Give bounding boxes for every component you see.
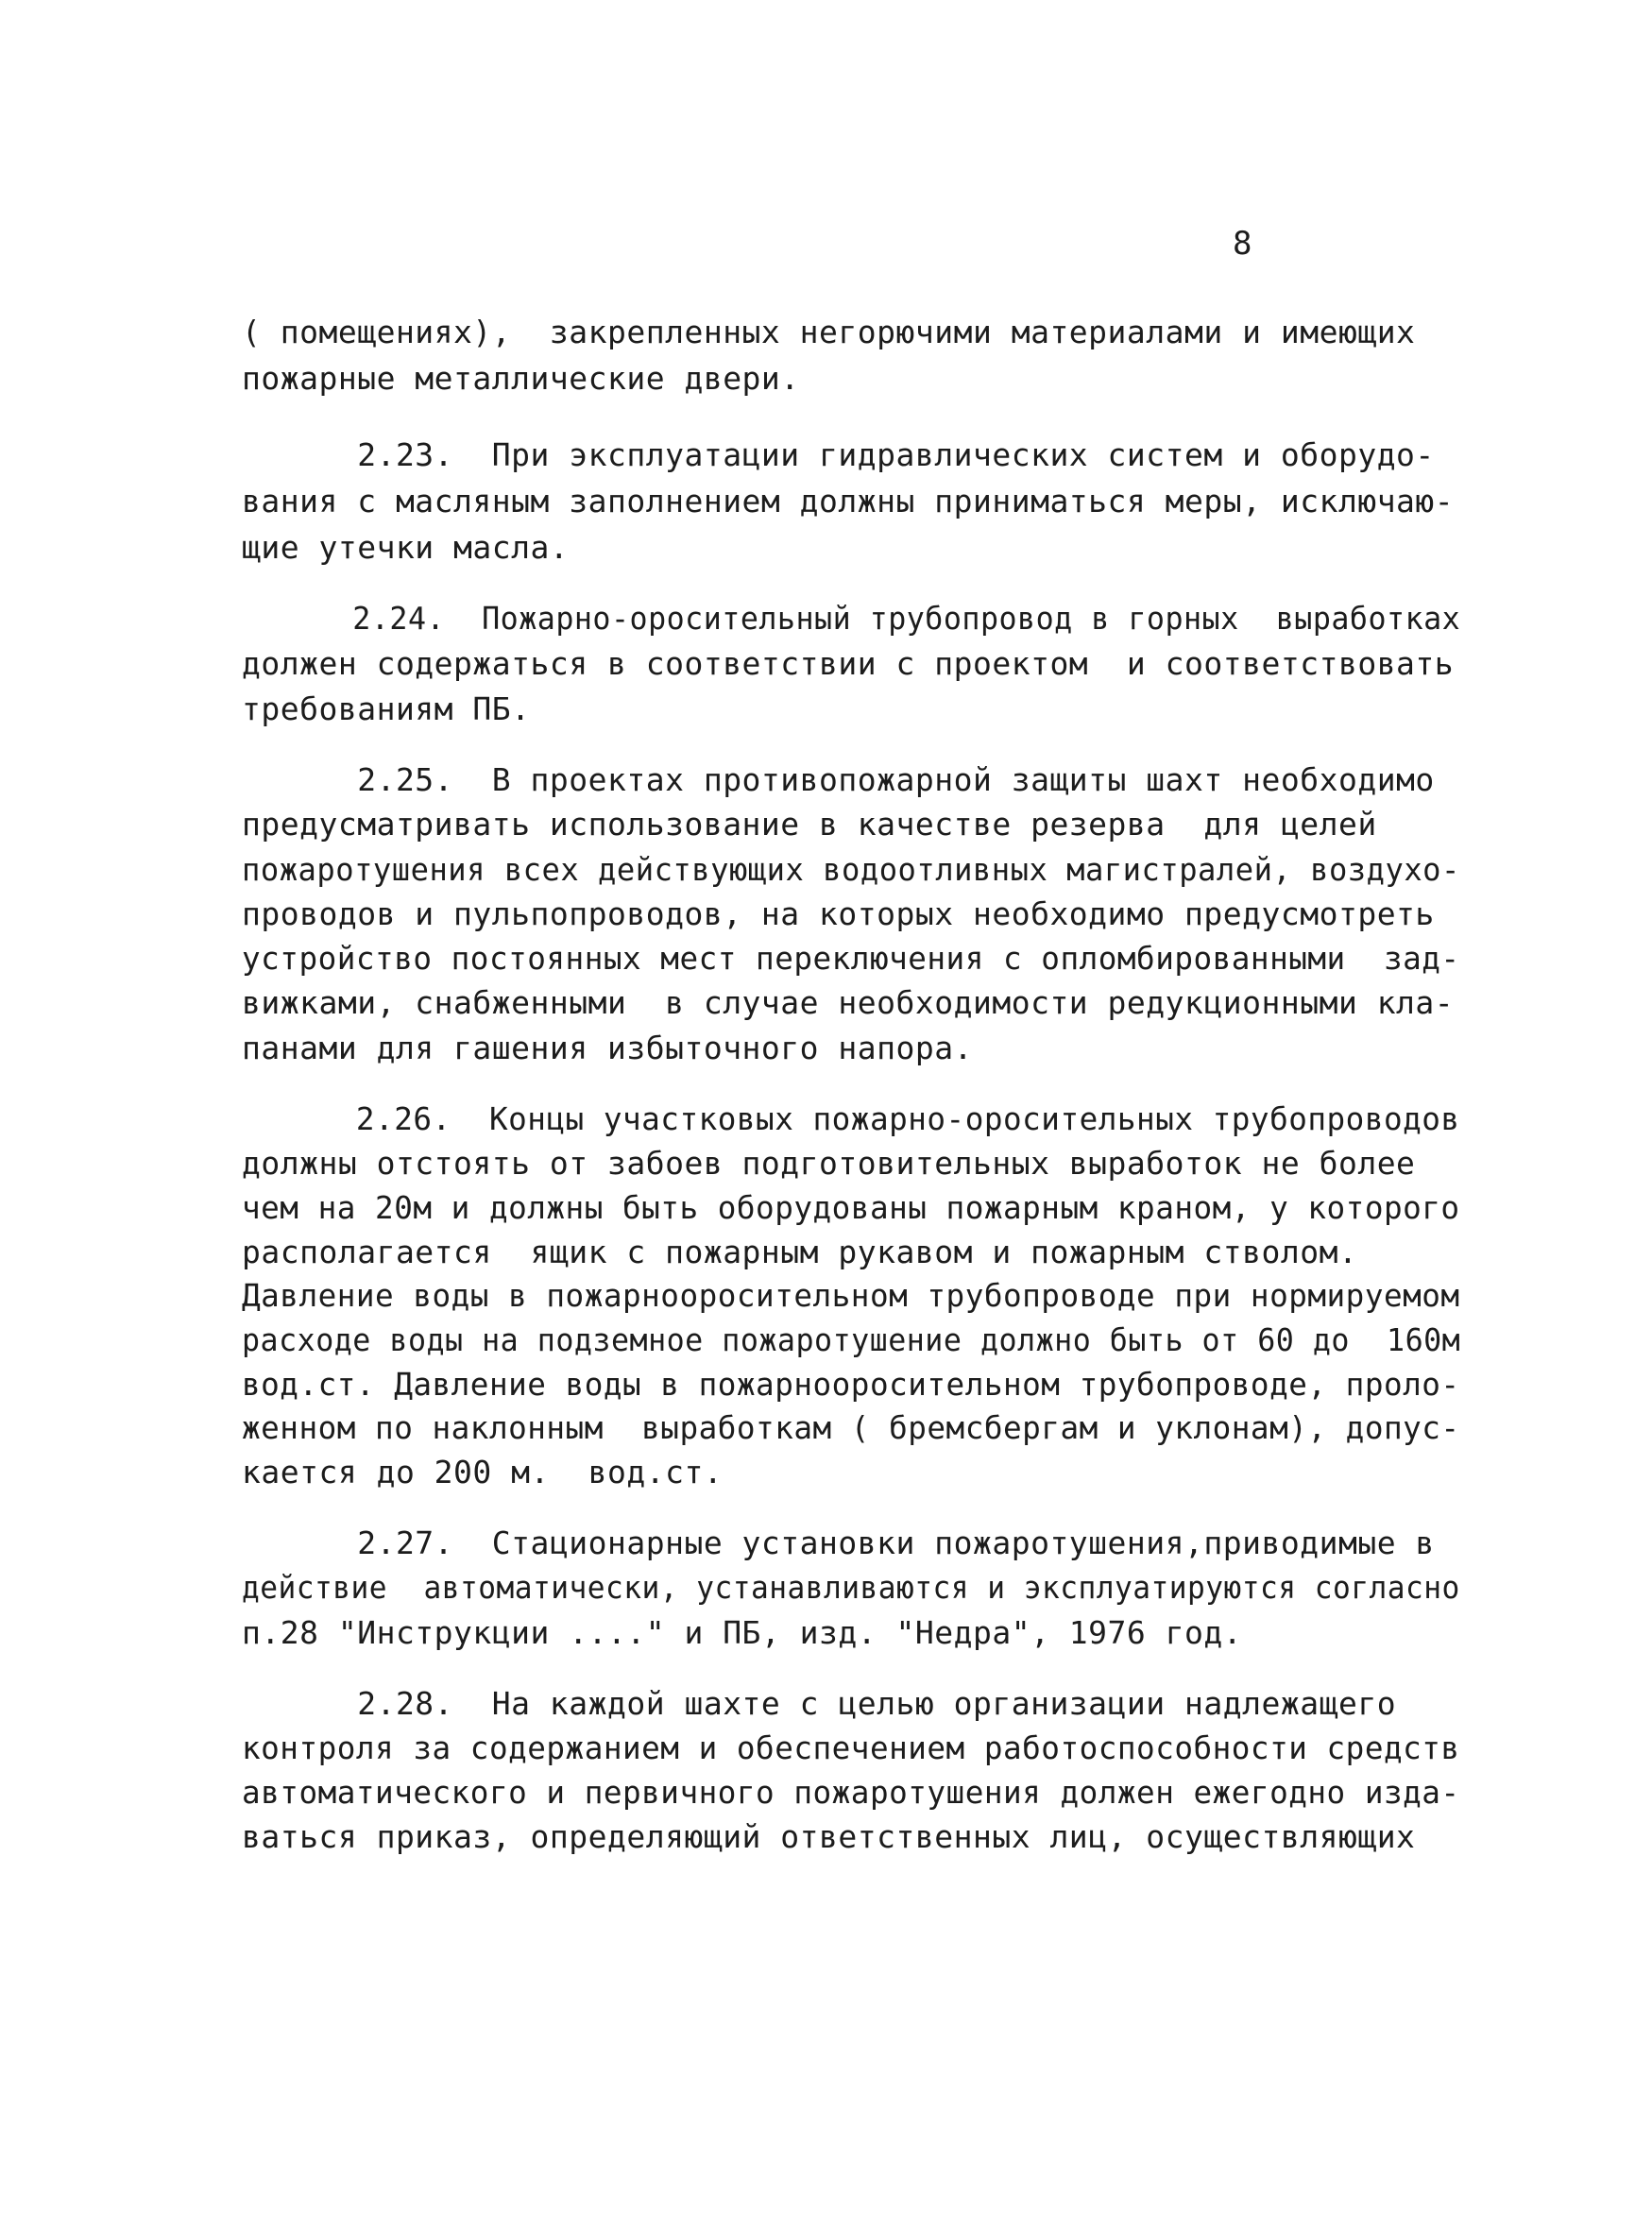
text-line: щие утечки масла. (242, 529, 570, 566)
text-line: женном по наклонным выработкам ( бремсбергам и уклонам), допус- (242, 1409, 1460, 1446)
text-line: 2.28. На каждой шахте с целью организации надлежащего (242, 1685, 1397, 1722)
text-line: контроля за содержанием и обеспечением работоспособности средств (242, 1729, 1460, 1766)
text-line: чем на 20м и должны быть оборудованы пожарным краном, у которого (242, 1189, 1460, 1226)
text-line: располагается ящик с пожарным рукавом и пожарным стволом. (242, 1234, 1358, 1270)
text-line: предусматривать использование в качестве резерва для целей (242, 806, 1377, 843)
text-line: действие автоматически, устанавливаются и эксплуатируются согласно (242, 1569, 1460, 1606)
text-line: 2.25. В проектах противопожарной защиты шахт необходимо (242, 761, 1435, 798)
text-line: 2.26. Концы участковых пожарно-оросительных трубопроводов (242, 1100, 1460, 1137)
text-line: должны отстоять от забоев подготовительных выработок не более (242, 1145, 1416, 1182)
text-line: ( помещениях), закрепленных негорючими материалами и имеющих (242, 314, 1416, 350)
text-line: требованиям ПБ. (242, 690, 531, 727)
text-line: устройство постоянных мест переключения с опломбированными зад- (242, 940, 1460, 977)
text-line: 2.23. При эксплуатации гидравлических систем и оборудо- (242, 436, 1435, 473)
text-line: ваться приказ, определяющий ответственных лиц, осуществляющих (242, 1818, 1416, 1855)
text-line: пожарные металлические двери. (242, 360, 800, 397)
text-line: вод.ст. Давление воды в пожарнооросительном трубопроводе, проло- (242, 1366, 1460, 1403)
text-line: расходе воды на подземное пожаротушение должно быть от 60 до 160м (242, 1321, 1461, 1358)
page-number: 8 (1233, 225, 1253, 263)
text-line: панами для гашения избыточного напора. (242, 1030, 973, 1066)
text-line: вания с масляным заполнением должны приниматься меры, исключаю- (242, 483, 1455, 519)
text-line: проводов и пульпопроводов, на которых необходимо предусмотреть (242, 895, 1435, 932)
text-line: п.28 "Инструкции ...." и ПБ, изд. "Недра", 1976 год. (242, 1614, 1243, 1651)
text-line: автоматического и первичного пожаротушения должен ежегодно изда- (242, 1774, 1460, 1811)
text-line: Давление воды в пожарнооросительном трубопроводе при нормируемом (242, 1277, 1460, 1314)
text-line: вижками, снабженными в случае необходимости редукционными кла- (242, 984, 1455, 1021)
text-line: пожаротушения всех действующих водоотливных магистралей, воздухо- (242, 851, 1460, 888)
text-line: должен содержаться в соответствии с проектом и соответствовать (242, 645, 1455, 682)
text-line: 2.27. Стационарные установки пожаротушения,приводимые в (242, 1524, 1435, 1561)
text-line: 2.24. Пожарно-оросительный трубопровод в горных выработках (242, 600, 1461, 637)
text-line: кается до 200 м. вод.ст. (242, 1454, 724, 1490)
